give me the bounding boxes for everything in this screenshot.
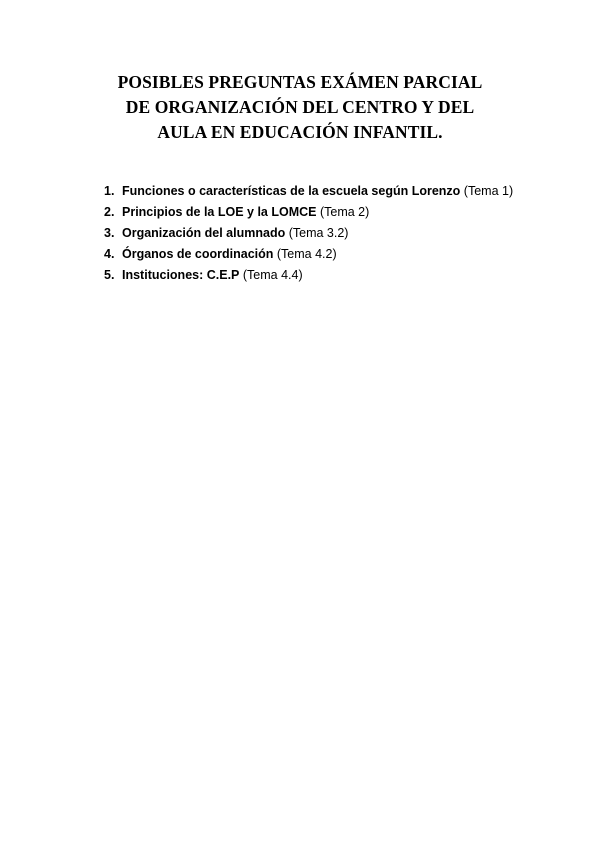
list-item-text: Instituciones: C.E.P (122, 268, 240, 282)
list-item (104, 223, 544, 244)
list-item-topic-reference: (Tema 1) (460, 184, 514, 198)
list-item-text: Funciones o características de la escuela según Lorenzo (122, 184, 461, 198)
list-item-text: Principios de la LOE y la LOMCE (122, 205, 317, 219)
document-title (60, 70, 540, 145)
list-item-topic-reference: (Tema 4.2) (273, 247, 337, 261)
list-item-number: 5. (104, 268, 115, 282)
list-item-number: 1. (104, 184, 115, 198)
list-item (104, 244, 544, 265)
list-item-number: 3. (104, 226, 115, 240)
title-line: DE ORGANIZACIÓN DEL CENTRO Y DEL (125, 97, 475, 117)
title-line: AULA EN EDUCACIÓN INFANTIL. (157, 122, 443, 142)
list-item-number: 4. (104, 247, 115, 261)
list-item-topic-reference: (Tema 4.4) (239, 268, 303, 282)
list-item-text: Órganos de coordinación (122, 247, 274, 261)
list-item (104, 265, 544, 286)
list-item-topic-reference: (Tema 3.2) (285, 226, 349, 240)
list-item (104, 202, 544, 223)
list-item (104, 181, 544, 202)
topics-list (104, 181, 544, 286)
list-item-text: Organización del alumnado (122, 226, 286, 240)
title-line: POSIBLES PREGUNTAS EXÁMEN PARCIAL (117, 72, 483, 92)
list-item-number: 2. (104, 205, 115, 219)
list-item-topic-reference: (Tema 2) (316, 205, 370, 219)
